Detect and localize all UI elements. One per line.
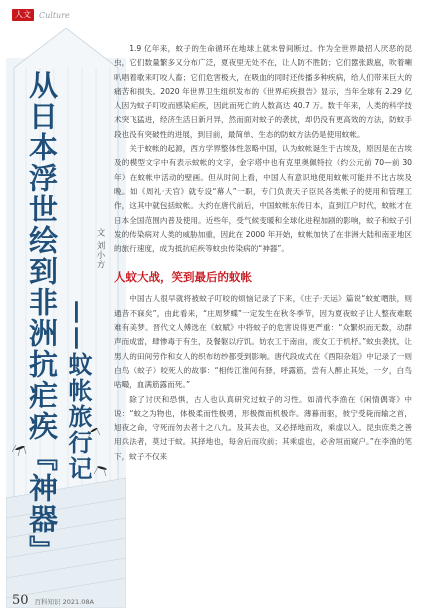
paragraph: 除了讨厌和恐惧，古人也认真研究过蚊子的习性。如清代李渔在《闲情偶寄》中说：“蚊之为物也，体极柔而性极勇，形极微而机极诈。薄暮而驱，彼宁受毙而输之首，旭夜之命，守死而勿去者十之八九。及其去也，又必择地而攻，乘虚以入。昆虫庶类之善用兵法者，莫过于蚊。其择地也，每舍后而攻前；其乘虚也，必舍垣而窥户。”在李渔的笔下，蚊子不仅来 (114, 394, 412, 461)
section-header (12, 8, 70, 22)
paragraph: 关于蚊帐的起源，西方学界整体性忽略中国，认为蚊帐诞生于古埃及，原因是在古埃及的模型文字中有表示蚊帐的文字，金字塔中也有克里奥佩特拉（约公元前 70—前 30 年）在蚊帐中活动的壁画。但从时间上看，中国人有意识地使用蚊帐可能并不比古埃及晚。如《周礼·天官》就专设“幕人”一职，专门负责天子臣民各类帐子的使用和管理工作，这其中就包括蚊帐。大约在唐代前后，中国蚊帐东传日本，直到江户时代，蚊帐才在日本全国范围内普及使用。近些年，受气候变暖和全球化进程加剧的影响，蚊子和蚊子引发的传染病对人类的威胁加重，因此在 2000 年开始，蚊帐加快了在非洲大陆和南亚地区的旅行速度，成为抵抗疟疾等蚊虫传染病的“神器”。 (114, 144, 412, 254)
article-body (114, 42, 412, 464)
section-badge: 人文 (12, 9, 34, 21)
paragraph: 1.9 亿年来，蚊子的生命循环在地球上就未曾间断过。作为全世界最招人厌恶的昆虫，它们数量繁多又分布广泛，夏夜里无处不在，让人防不胜防；它们嚣张跋扈，吹着喇叭唱着歌来叮咬人畜；它们危害极大，在吸血的同时还传播多种疾病，给人们带来巨大的痛苦和损失。2020 年世界卫生组织发布的《世界疟疾报告》显示，当年全球有 2.29 亿人因为蚊子叮咬而感染疟疾，因此而死亡的人数高达 40.7 万。数千年来，人类的科学技术突飞猛进，经济生活日新月异，然而面对蚊子的袭扰，却仍没有更高效的方法，防蚊手段也没有突破性的进展，到目前，最简单、生态的防蚊方法仍是使用蚊帐。 (114, 44, 412, 139)
article-title: 从日本浮世绘到非洲抗疟疾『神器』 (25, 70, 59, 566)
section-label-en: Culture (39, 10, 70, 20)
page-number: 50 (12, 593, 29, 608)
paragraph: 中国古人很早就将被蚊子叮咬的烦恼记录了下来，《庄子·天运》篇说“蚊虻噆肤，则通昔不寐矣”，由此看来，“庄周梦蝶”一定发生在秋冬季节，因为夏夜蚊子让人整夜难眠难有美梦。晋代文人傅选在《蚊赋》中将蚊子的危害说得更严重：“众繁炽而无数，动群声而成雷，肆惨毒于有生，及餐躯以疗饥。妨农工于南亩，废女工于机杼。”蚊虫袭扰，让男人的田间劳作和女人的织布纺纱都受到影响。唐代段成式在《酉阳杂俎》中记录了一则白鸟（蚊子）咬死人的故事：“相传江淮间有驿，呼露筋，尝有人醉止其处，一夕，白鸟咕嘬，血满筋露而死。” (114, 294, 412, 390)
journal-info: 百科知识 2021.08A (34, 598, 94, 606)
section-heading: 人蚊大战，笑到最后的蚊帐 (114, 270, 252, 285)
page-footer (12, 593, 94, 608)
article-subtitle: ——蚊帐旅行记 (64, 300, 93, 482)
author-byline: 文 刘小方 (95, 228, 105, 270)
